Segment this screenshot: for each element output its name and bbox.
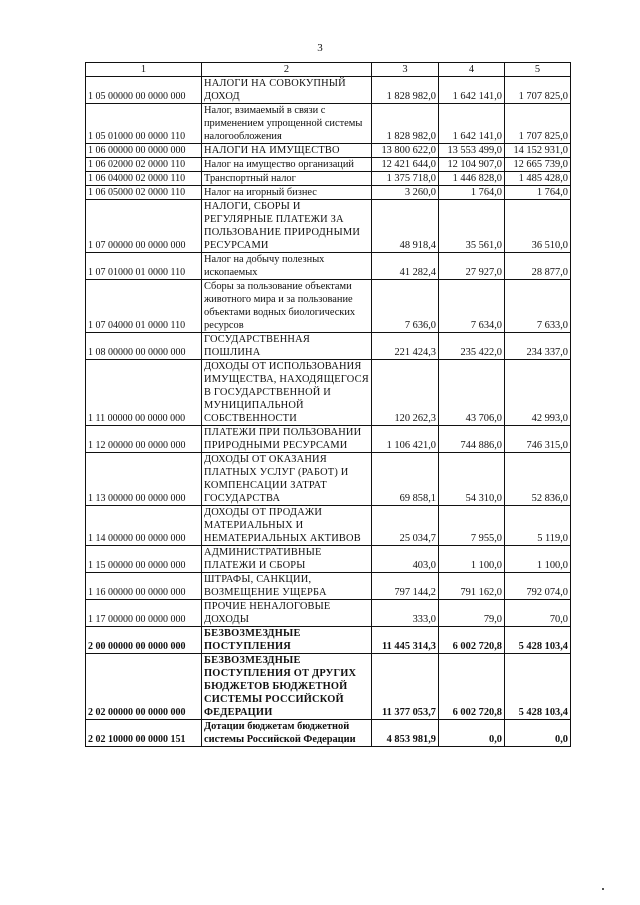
- row-name: Налог на имущество организаций: [202, 158, 372, 172]
- row-value-col5: 42 993,0: [505, 360, 571, 426]
- table-row: [86, 573, 571, 600]
- table-row: [86, 453, 571, 506]
- row-code: 1 07 01000 01 0000 110: [86, 253, 202, 280]
- row-name: АДМИНИСТРАТИВНЫЕ ПЛАТЕЖИ И СБОРЫ: [202, 546, 372, 573]
- row-value-col4: 54 310,0: [439, 453, 505, 506]
- table-row: [86, 506, 571, 546]
- row-name: ПЛАТЕЖИ ПРИ ПОЛЬЗОВАНИИ ПРИРОДНЫМИ РЕСУРСАМИ: [202, 426, 372, 453]
- row-value-col3: 120 262,3: [372, 360, 439, 426]
- row-value-col5: 1 707 825,0: [505, 104, 571, 144]
- table-row: [86, 654, 571, 720]
- row-value-col3: 797 144,2: [372, 573, 439, 600]
- row-value-col3: 41 282,4: [372, 253, 439, 280]
- row-value-col3: 1 375 718,0: [372, 172, 439, 186]
- row-value-col3: 11 377 053,7: [372, 654, 439, 720]
- row-value-col5: 14 152 931,0: [505, 144, 571, 158]
- row-value-col5: 1 100,0: [505, 546, 571, 573]
- row-value-col4: 79,0: [439, 600, 505, 627]
- row-value-col3: 11 445 314,3: [372, 627, 439, 654]
- row-value-col3: 69 858,1: [372, 453, 439, 506]
- row-code: 2 02 00000 00 0000 000: [86, 654, 202, 720]
- table-row: [86, 360, 571, 426]
- row-code: 1 16 00000 00 0000 000: [86, 573, 202, 600]
- row-value-col4: 1 764,0: [439, 186, 505, 200]
- row-code: 1 15 00000 00 0000 000: [86, 546, 202, 573]
- row-value-col4: 27 927,0: [439, 253, 505, 280]
- row-value-col5: 5 428 103,4: [505, 627, 571, 654]
- column-header-3: 3: [372, 63, 439, 77]
- row-name: Транспортный налог: [202, 172, 372, 186]
- row-value-col5: 28 877,0: [505, 253, 571, 280]
- row-value-col4: 1 642 141,0: [439, 104, 505, 144]
- row-value-col5: 792 074,0: [505, 573, 571, 600]
- row-name: ДОХОДЫ ОТ ИСПОЛЬЗОВАНИЯ ИМУЩЕСТВА, НАХОДЯЩЕГОСЯ В ГОСУДАРСТВЕННОЙ И МУНИЦИПАЛЬНОЙ СОБСТВЕННОСТИ: [202, 360, 372, 426]
- row-value-col4: 791 162,0: [439, 573, 505, 600]
- row-code: 1 06 02000 02 0000 110: [86, 158, 202, 172]
- table-row: [86, 600, 571, 627]
- row-code: 2 02 10000 00 0000 151: [86, 720, 202, 747]
- row-name: НАЛОГИ, СБОРЫ И РЕГУЛЯРНЫЕ ПЛАТЕЖИ ЗА ПОЛЬЗОВАНИЕ ПРИРОДНЫМИ РЕСУРСАМИ: [202, 200, 372, 253]
- row-code: 1 14 00000 00 0000 000: [86, 506, 202, 546]
- row-name: Налог, взимаемый в связи с применением упрощенной системы налогообложения: [202, 104, 372, 144]
- row-name: ГОСУДАРСТВЕННАЯ ПОШЛИНА: [202, 333, 372, 360]
- row-value-col3: 403,0: [372, 546, 439, 573]
- table-row: [86, 77, 571, 104]
- row-value-col4: 0,0: [439, 720, 505, 747]
- row-value-col5: 7 633,0: [505, 280, 571, 333]
- row-code: 1 13 00000 00 0000 000: [86, 453, 202, 506]
- scan-speck: [602, 888, 604, 890]
- table-row: [86, 253, 571, 280]
- row-value-col4: 235 422,0: [439, 333, 505, 360]
- row-value-col4: 6 002 720,8: [439, 654, 505, 720]
- row-code: 1 06 04000 02 0000 110: [86, 172, 202, 186]
- row-value-col4: 1 100,0: [439, 546, 505, 573]
- row-name: БЕЗВОЗМЕЗДНЫЕ ПОСТУПЛЕНИЯ: [202, 627, 372, 654]
- row-value-col3: 4 853 981,9: [372, 720, 439, 747]
- table-row: [86, 426, 571, 453]
- row-code: 1 07 04000 01 0000 110: [86, 280, 202, 333]
- page-number: 3: [317, 42, 323, 54]
- column-header-4: 4: [439, 63, 505, 77]
- row-value-col4: 12 104 907,0: [439, 158, 505, 172]
- row-code: 2 00 00000 00 0000 000: [86, 627, 202, 654]
- row-name: ДОХОДЫ ОТ ОКАЗАНИЯ ПЛАТНЫХ УСЛУГ (РАБОТ) И КОМПЕНСАЦИИ ЗАТРАТ ГОСУДАРСТВА: [202, 453, 372, 506]
- row-code: 1 07 00000 00 0000 000: [86, 200, 202, 253]
- row-name: БЕЗВОЗМЕЗДНЫЕ ПОСТУПЛЕНИЯ ОТ ДРУГИХ БЮДЖЕТОВ БЮДЖЕТНОЙ СИСТЕМЫ РОССИЙСКОЙ ФЕДЕРАЦИИ: [202, 654, 372, 720]
- column-header-5: 5: [505, 63, 571, 77]
- row-value-col4: 43 706,0: [439, 360, 505, 426]
- row-value-col3: 48 918,4: [372, 200, 439, 253]
- row-value-col5: 52 836,0: [505, 453, 571, 506]
- row-value-col5: 5 119,0: [505, 506, 571, 546]
- row-value-col4: 7 955,0: [439, 506, 505, 546]
- row-code: 1 11 00000 00 0000 000: [86, 360, 202, 426]
- row-value-col5: 70,0: [505, 600, 571, 627]
- row-name: Налог на игорный бизнес: [202, 186, 372, 200]
- table-row: [86, 200, 571, 253]
- row-value-col3: 25 034,7: [372, 506, 439, 546]
- row-value-col3: 1 828 982,0: [372, 104, 439, 144]
- table-row: [86, 172, 571, 186]
- row-value-col4: 6 002 720,8: [439, 627, 505, 654]
- table-row: [86, 144, 571, 158]
- row-code: 1 05 00000 00 0000 000: [86, 77, 202, 104]
- row-name: ДОХОДЫ ОТ ПРОДАЖИ МАТЕРИАЛЬНЫХ И НЕМАТЕРИАЛЬНЫХ АКТИВОВ: [202, 506, 372, 546]
- row-value-col3: 13 800 622,0: [372, 144, 439, 158]
- row-value-col3: 1 828 982,0: [372, 77, 439, 104]
- row-name: ПРОЧИЕ НЕНАЛОГОВЫЕ ДОХОДЫ: [202, 600, 372, 627]
- row-value-col4: 7 634,0: [439, 280, 505, 333]
- column-header-2: 2: [202, 63, 372, 77]
- table-row: [86, 546, 571, 573]
- table-row: [86, 104, 571, 144]
- row-name: НАЛОГИ НА СОВОКУПНЫЙ ДОХОД: [202, 77, 372, 104]
- row-value-col5: 234 337,0: [505, 333, 571, 360]
- row-value-col4: 1 642 141,0: [439, 77, 505, 104]
- table-row: [86, 627, 571, 654]
- row-name: Налог на добычу полезных ископаемых: [202, 253, 372, 280]
- column-header-1: 1: [86, 63, 202, 77]
- row-code: 1 06 05000 02 0000 110: [86, 186, 202, 200]
- row-code: 1 12 00000 00 0000 000: [86, 426, 202, 453]
- row-value-col5: 12 665 739,0: [505, 158, 571, 172]
- row-value-col5: 36 510,0: [505, 200, 571, 253]
- row-value-col4: 1 446 828,0: [439, 172, 505, 186]
- row-name: НАЛОГИ НА ИМУЩЕСТВО: [202, 144, 372, 158]
- row-value-col3: 12 421 644,0: [372, 158, 439, 172]
- table-row: [86, 186, 571, 200]
- table-header-row: [86, 63, 571, 77]
- table-row: [86, 333, 571, 360]
- table-row: [86, 158, 571, 172]
- budget-revenue-table: [85, 62, 571, 747]
- row-value-col3: 7 636,0: [372, 280, 439, 333]
- row-value-col4: 35 561,0: [439, 200, 505, 253]
- table-row: [86, 280, 571, 333]
- row-value-col5: 1 707 825,0: [505, 77, 571, 104]
- row-value-col4: 744 886,0: [439, 426, 505, 453]
- row-code: 1 08 00000 00 0000 000: [86, 333, 202, 360]
- row-code: 1 05 01000 00 0000 110: [86, 104, 202, 144]
- row-code: 1 17 00000 00 0000 000: [86, 600, 202, 627]
- row-value-col5: 0,0: [505, 720, 571, 747]
- row-value-col4: 13 553 499,0: [439, 144, 505, 158]
- row-name: Сборы за пользование объектами животного мира и за пользование объектами водных биологических ресурсов: [202, 280, 372, 333]
- row-code: 1 06 00000 00 0000 000: [86, 144, 202, 158]
- table-body: [86, 77, 571, 747]
- row-value-col5: 1 485 428,0: [505, 172, 571, 186]
- row-value-col5: 5 428 103,4: [505, 654, 571, 720]
- row-value-col5: 1 764,0: [505, 186, 571, 200]
- row-value-col3: 1 106 421,0: [372, 426, 439, 453]
- row-value-col3: 221 424,3: [372, 333, 439, 360]
- row-value-col5: 746 315,0: [505, 426, 571, 453]
- table-row: [86, 720, 571, 747]
- row-name: ШТРАФЫ, САНКЦИИ, ВОЗМЕЩЕНИЕ УЩЕРБА: [202, 573, 372, 600]
- row-name: Дотации бюджетам бюджетной системы Российской Федерации: [202, 720, 372, 747]
- row-value-col3: 3 260,0: [372, 186, 439, 200]
- row-value-col3: 333,0: [372, 600, 439, 627]
